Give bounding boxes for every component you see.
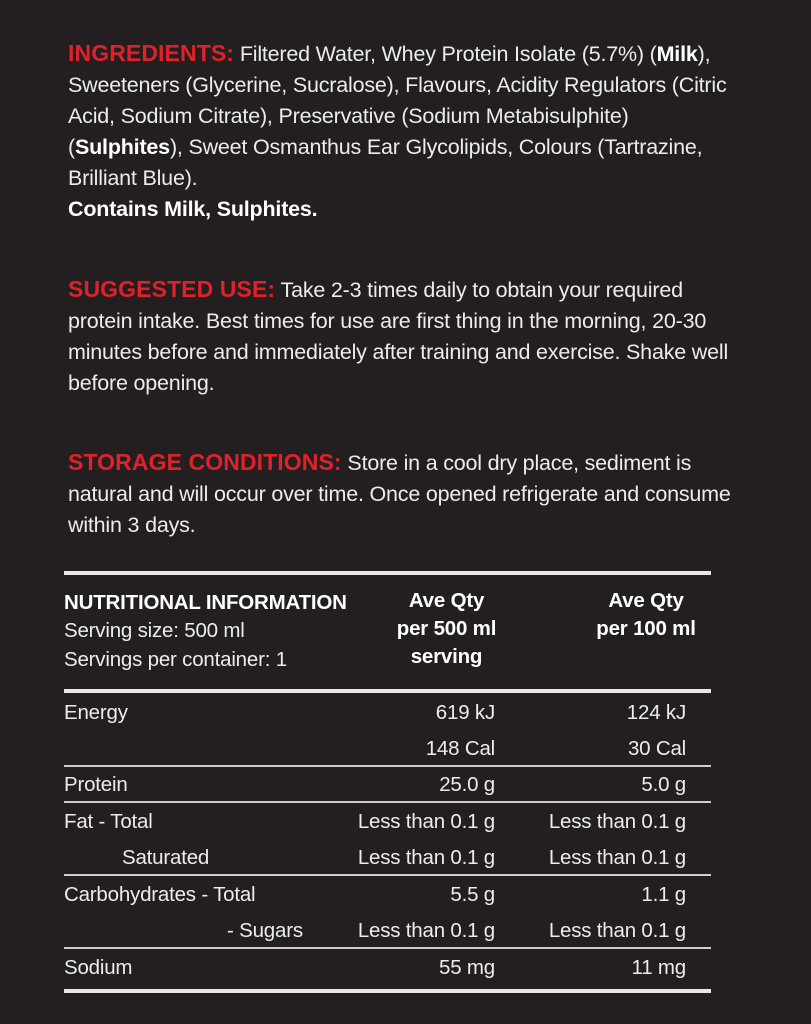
protein-per-serving: 25.0 g xyxy=(439,773,495,796)
row-label-sodium: Sodium xyxy=(64,956,133,979)
energy-cal-per-100ml: 30 Cal xyxy=(627,737,686,760)
suggested-use-heading: SUGGESTED USE: xyxy=(68,276,276,302)
ingredients-text-2: ), Sweeteners (Glycerine, Sucralose), Flavours, Acidity Regulators (Citric Acid, Sodium Citrate), Preservative (Sodium Metabisulphite) ( xyxy=(68,42,727,159)
col2-header-line2: per 100 ml xyxy=(596,617,696,640)
sugars-per-serving: Less than 0.1 g xyxy=(357,919,495,942)
serving-size: Serving size: 500 ml xyxy=(64,619,245,642)
ingredients-text-3: ), Sweet Osmanthus Ear Glycolipids, Colours (Tartrazine, Brilliant Blue). xyxy=(68,135,703,190)
sugars-per-100ml: Less than 0.1 g xyxy=(548,919,686,942)
carbohydrates-per-serving: 5.5 g xyxy=(450,883,495,906)
carbohydrates-per-100ml: 1.1 g xyxy=(641,883,686,906)
row-divider xyxy=(64,947,711,949)
suggested-use-text: Take 2-3 times daily to obtain your required protein intake. Best times for use are first thing in the morning, 20-30 minutes before and immediately after training and exercise. Shake well before opening. xyxy=(68,278,729,395)
sodium-per-100ml: 11 mg xyxy=(631,956,686,979)
saturated-per-100ml: Less than 0.1 g xyxy=(548,846,686,869)
col2-header-line1: Ave Qty xyxy=(608,589,684,612)
sodium-per-serving: 55 mg xyxy=(439,956,495,979)
row-label-protein: Protein xyxy=(64,773,128,796)
row-divider xyxy=(64,765,711,767)
ingredients-text-1: Filtered Water, Whey Protein Isolate (5.7%) ( xyxy=(234,42,657,66)
energy-kj-per-serving: 619 kJ xyxy=(435,701,495,724)
suggested-use-section xyxy=(68,274,748,399)
storage-section xyxy=(68,447,748,541)
servings-per-container: Servings per container: 1 xyxy=(64,648,287,671)
row-label-saturated: Saturated xyxy=(122,846,210,869)
row-label-sugars: - Sugars xyxy=(227,919,303,942)
col1-header-line3: serving xyxy=(410,645,483,668)
ingredients-heading: INGREDIENTS: xyxy=(68,40,235,66)
protein-per-100ml: 5.0 g xyxy=(641,773,686,796)
fat-total-per-serving: Less than 0.1 g xyxy=(357,810,495,833)
allergen-milk: Milk xyxy=(656,42,698,66)
col1-header-line1: Ave Qty xyxy=(408,589,485,612)
table-bottom-rule xyxy=(64,989,711,993)
row-divider xyxy=(64,874,711,876)
ingredients-section xyxy=(68,38,748,225)
row-label-carbohydrates: Carbohydrates - Total xyxy=(64,883,256,906)
table-header-rule xyxy=(64,689,711,693)
row-label-energy: Energy xyxy=(64,701,128,724)
saturated-per-serving: Less than 0.1 g xyxy=(357,846,495,869)
energy-kj-per-100ml: 124 kJ xyxy=(626,701,686,724)
nutrition-title: NUTRITIONAL INFORMATION xyxy=(64,591,347,614)
table-top-rule xyxy=(64,571,711,575)
storage-text: Store in a cool dry place, sediment is natural and will occur over time. Once opened refrigerate and consume within 3 days. xyxy=(68,451,731,537)
contains-statement: Contains Milk, Sulphites. xyxy=(68,197,318,221)
storage-heading: STORAGE CONDITIONS: xyxy=(68,449,342,475)
fat-total-per-100ml: Less than 0.1 g xyxy=(548,810,686,833)
col1-header-line2: per 500 ml xyxy=(396,617,497,640)
allergen-sulphites: Sulphites xyxy=(74,135,170,159)
row-divider xyxy=(64,801,711,803)
energy-cal-per-serving: 148 Cal xyxy=(425,737,495,760)
row-label-fat-total: Fat - Total xyxy=(64,810,153,833)
